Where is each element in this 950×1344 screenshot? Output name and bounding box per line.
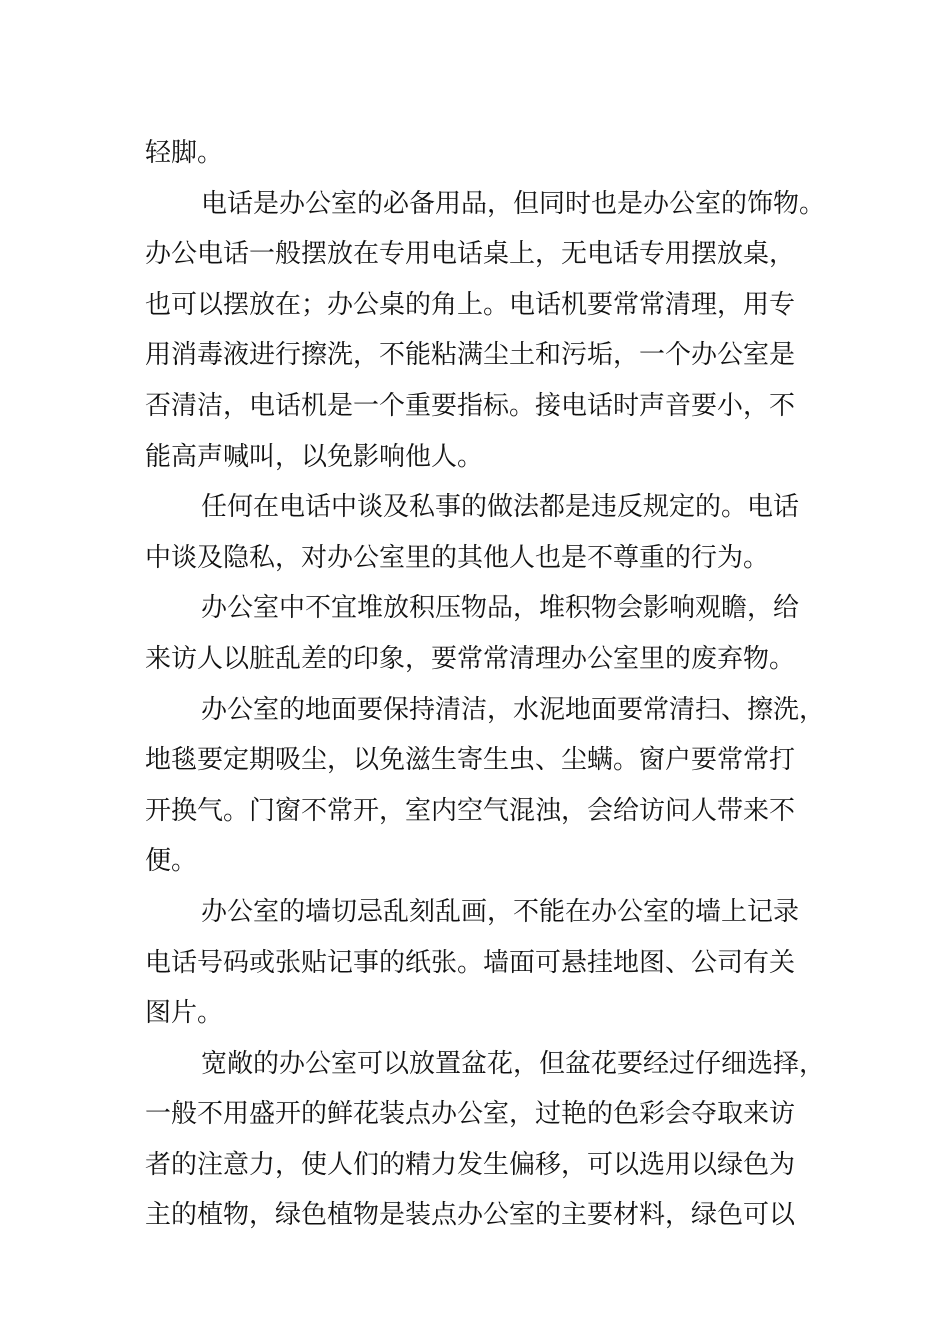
text-line: 能高声喊叫，以免影响他人。 (145, 441, 484, 472)
text-line: 者的注意力，使人们的精力发生偏移，可以选用以绿色为 (145, 1149, 796, 1180)
text-line: 地毯要定期吸尘，以免滋生寄生虫、尘螨。窗户要常常打 (145, 745, 796, 776)
text-line: 任何在电话中谈及私事的做法都是违反规定的。电话 (201, 492, 800, 523)
document-body (145, 128, 835, 1241)
text-line: 否清洁，电话机是一个重要指标。接电话时声音要小，不 (145, 390, 796, 421)
text-line: 办公室的地面要保持清洁，水泥地面要常清扫、擦洗， (201, 694, 826, 725)
text-line: 用消毒液进行擦洗，不能粘满尘土和污垢，一个办公室是 (145, 340, 796, 371)
text-line: 一般不用盛开的鲜花装点办公室，过艳的色彩会夺取来访 (145, 1099, 796, 1130)
text-line: 宽敞的办公室可以放置盆花，但盆花要经过仔细选择， (201, 1048, 826, 1079)
text-line: 电话号码或张贴记事的纸张。墙面可悬挂地图、公司有关 (145, 947, 796, 978)
text-line: 办公电话一般摆放在专用电话桌上，无电话专用摆放桌， (145, 239, 796, 270)
text-line: 办公室的墙切忌乱刻乱画，不能在办公室的墙上记录 (201, 896, 800, 927)
text-line: 办公室中不宜堆放积压物品，堆积物会影响观瞻，给 (201, 593, 800, 624)
text-line: 图片。 (145, 998, 224, 1029)
text-line: 便。 (145, 846, 198, 877)
text-line: 来访人以脏乱差的印象，要常常清理办公室里的废弃物。 (145, 643, 796, 674)
text-line: 中谈及隐私，对办公室里的其他人也是不尊重的行为。 (145, 542, 770, 573)
text-line: 也可以摆放在；办公桌的角上。电话机要常常清理，用专 (145, 289, 796, 320)
text-line: 轻脚。 (145, 138, 224, 168)
text-line: 主的植物，绿色植物是装点办公室的主要材料，绿色可以 (145, 1200, 796, 1231)
text-line: 电话是办公室的必备用品，但同时也是办公室的饰物。 (201, 188, 826, 219)
text-line: 开换气。门窗不常开，室内空气混浊，会给访问人带来不 (145, 795, 796, 826)
